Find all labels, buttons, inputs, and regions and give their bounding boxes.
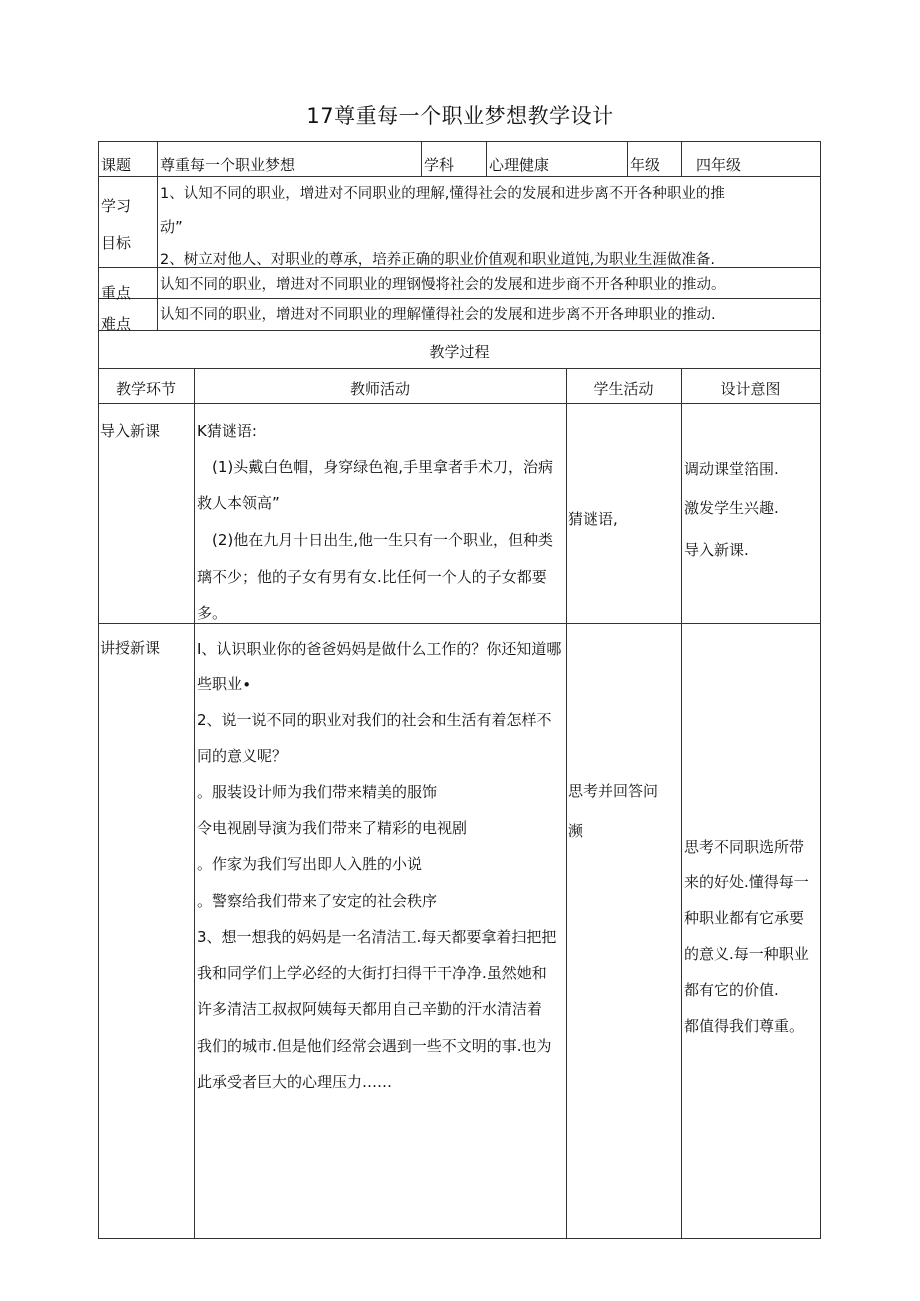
difficulty-text: 认知不同的职业，增进对不同职业的理解懂得社会的发展和进步离不开各珅职业的推动.	[160, 307, 716, 323]
lecture-intent-line: 的意义.每一种职业	[684, 945, 809, 963]
grid-line	[98, 368, 821, 369]
lecture-teacher-line: 2、说一说不同的职业对我们的社会和生活有着怎样不	[197, 711, 552, 729]
column-header-teacher: 教师活动	[349, 380, 410, 398]
lecture-teacher-line: 些职业∙	[197, 675, 252, 693]
lecture-stage: 讲授新课	[100, 639, 161, 657]
grid-line	[98, 141, 821, 142]
lecture-intent-line: 思考不同职选所带	[684, 838, 805, 856]
lecture-teacher-line: 我和同学们上学必经的大街打扫得干干净净.虽然她和	[197, 964, 547, 982]
key-point-label: 重点	[101, 284, 132, 302]
goal-item: 动”	[160, 218, 183, 236]
lecture-teacher-line: 同的意义呢？	[197, 747, 288, 765]
intro-teacher-line: (1)头戴白色帽，身穿绿色袍,手里拿者手术刀，治病	[212, 458, 554, 476]
grid-line	[681, 141, 682, 176]
goal-item: 1、认知不同的职业，增进对不同职业的理解,懂得社会的发展和进步离不开各种职业的推	[160, 186, 725, 202]
lecture-intent-line: 都有它的价值.	[684, 981, 779, 999]
lecture-teacher-line: 令电视剧导演为我们带来了精彩的电视剧	[197, 819, 468, 837]
lecture-intent-line: 都值得我们尊重。	[684, 1017, 805, 1035]
column-header-intent: 设计意图	[720, 380, 781, 398]
topic-label: 课题	[101, 156, 132, 174]
grid-line	[627, 141, 628, 176]
lecture-teacher-line: 。服装设计师为我们带来精美的服饰	[197, 783, 438, 801]
intro-teacher-line: (2)他在九月十日出生,他一生只有一个职业，但种类	[212, 531, 554, 549]
column-header-student: 学生活动	[593, 380, 654, 398]
intro-student: 猜谜语,	[568, 510, 618, 528]
grid-line	[157, 141, 158, 330]
lecture-intent-line: 种职业都有它承要	[684, 909, 805, 927]
intro-teacher-line: 多。	[197, 604, 228, 622]
grid-line	[98, 298, 821, 299]
lecture-teacher-line: 3、想一想我的妈妈是一名清洁工.每天都要拿着扫把把	[197, 928, 557, 946]
grid-line	[98, 1238, 821, 1239]
grid-line	[421, 141, 422, 176]
key-point-text: 认知不同的职业，增进对不同职业的理钢慢将社会的发展和进步商不开各种职业的推动。	[160, 277, 726, 293]
goals-label: 目标	[101, 234, 132, 252]
grid-line	[681, 368, 682, 1239]
intro-teacher-line: 救人本领高”	[197, 494, 280, 512]
grid-line	[98, 141, 99, 1239]
lecture-teacher-line: I、认识职业你的爸爸妈妈是做什么工作的？你还知道哪	[197, 640, 562, 658]
grid-line	[98, 330, 821, 331]
grid-line	[98, 176, 821, 177]
intro-stage: 导入新课	[100, 422, 161, 440]
intro-teacher-line: 璃不少；他的子女有男有女.比任何一个人的子女都要	[197, 568, 547, 586]
column-header-stage: 教学环节	[115, 380, 176, 398]
document-title: 17尊重每一个职业梦想教学设计	[306, 104, 614, 128]
goals-label: 学习	[101, 197, 132, 215]
grade-value: 四年级	[696, 156, 742, 174]
lecture-teacher-line: 许多清洁工叔叔阿姨每天都用自己辛勤的汗水清洁着	[197, 1000, 543, 1018]
lecture-student-line: 濒	[568, 822, 584, 840]
grid-line	[566, 368, 567, 1239]
subject-label: 学科	[424, 156, 455, 174]
intro-intent-line: 调动课堂箔围.	[684, 460, 779, 478]
difficulty-label: 难点	[101, 315, 132, 333]
intro-teacher-line: K猜谜语:	[197, 422, 257, 440]
grid-line	[820, 141, 821, 1239]
grid-line	[98, 623, 821, 624]
subject-value: 心理健康	[489, 156, 550, 174]
lecture-teacher-line: 我们的城市.但是他们经常会遇到一些不文明的事.也为	[197, 1037, 552, 1055]
grid-line	[98, 403, 821, 404]
process-heading: 教学过程	[429, 343, 490, 361]
lecture-student-line: 思考并回答问	[568, 782, 659, 800]
grade-label: 年级	[630, 156, 661, 174]
intro-intent-line: 激发学生兴趣.	[684, 499, 779, 517]
topic-value: 尊重每一个职业梦想	[160, 156, 296, 174]
lecture-teacher-line: 此承受者巨大的心理压力……	[197, 1073, 393, 1091]
grid-line	[194, 368, 195, 1239]
lecture-intent-line: 来的好处.懂得每一	[684, 873, 809, 891]
intro-intent-line: 导入新课.	[684, 541, 749, 559]
lecture-teacher-line: 。警察给我们带来了安定的社会秩序	[197, 892, 438, 910]
lecture-teacher-line: 。作家为我们写出即人入胜的小说	[197, 855, 423, 873]
grid-line	[486, 141, 487, 176]
goal-item: 2、树立对他人、对职业的尊承，培养正确的职业价值观和职业道饨,为职业生涯做准备.	[160, 252, 715, 268]
